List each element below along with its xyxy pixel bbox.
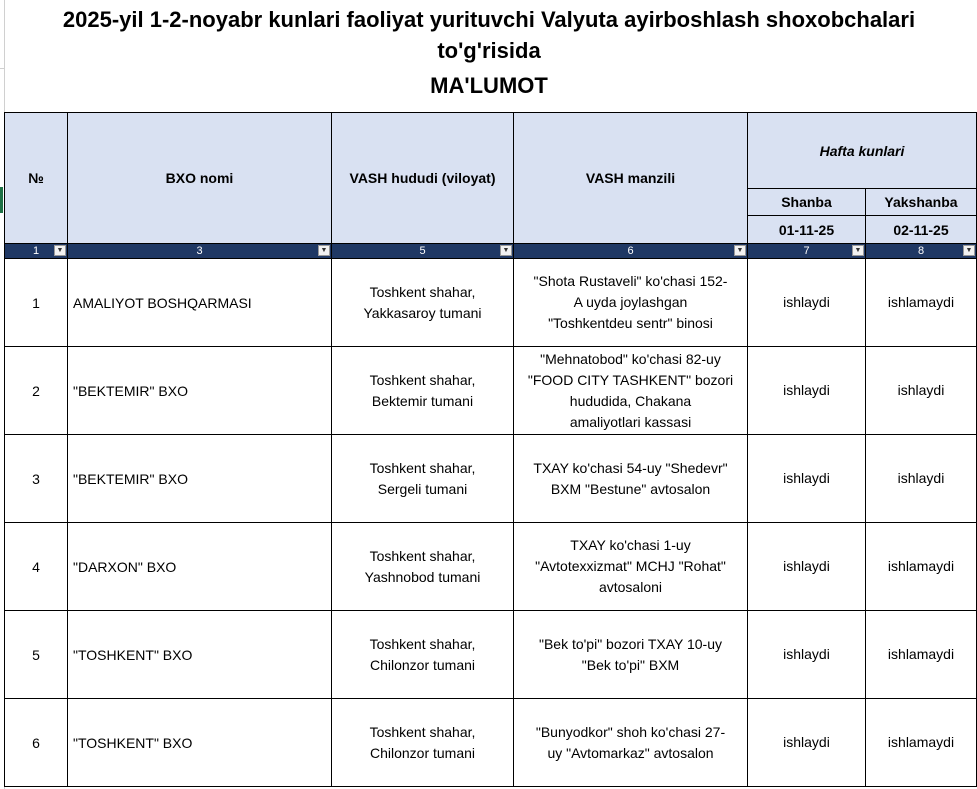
region-line: Toshkent shahar, xyxy=(369,547,476,564)
column-number: 3 xyxy=(196,245,203,257)
status-sunday: ishlaydi xyxy=(866,435,977,523)
region-line: Toshkent shahar, xyxy=(369,283,476,300)
table-row xyxy=(5,699,977,787)
bxo-name: "DARXON" BXO xyxy=(68,523,332,611)
address-line: "Bek to'pi" BXM xyxy=(581,656,680,673)
address-line: BXM "Bestune" avtosalon xyxy=(550,480,711,497)
region xyxy=(332,435,514,523)
region-line: Yashnobod tumani xyxy=(364,568,481,585)
status-sunday: ishlaydi xyxy=(866,347,977,435)
row-number: 4 xyxy=(5,523,68,611)
address-line: avtosaloni xyxy=(598,579,663,595)
column-number: 6 xyxy=(627,245,634,257)
bxo-name: "TOSHKENT" BXO xyxy=(68,699,332,787)
address xyxy=(514,523,748,611)
status-saturday: ishlaydi xyxy=(748,435,866,523)
header-saturday: Shanba xyxy=(748,189,866,216)
table-row xyxy=(5,611,977,699)
row-number: 3 xyxy=(5,435,68,523)
column-number-cell xyxy=(5,244,68,259)
region-line: Sergeli tumani xyxy=(377,480,468,497)
row-number: 5 xyxy=(5,611,68,699)
header-bxo-name: BXO nomi xyxy=(68,113,332,244)
address-line: uy "Avtomarkaz" avtosalon xyxy=(547,744,714,761)
status-sunday: ishlamaydi xyxy=(866,259,977,347)
document-heading: MA'LUMOT xyxy=(430,73,548,98)
filter-dropdown-icon[interactable]: ▼ xyxy=(318,245,330,256)
selection-indicator xyxy=(0,187,3,213)
column-number-cell xyxy=(332,244,514,259)
address-line: TXAY ko'chasi 1-uy xyxy=(570,537,691,553)
table-row xyxy=(5,435,977,523)
region-line: Toshkent shahar, xyxy=(369,371,476,388)
row-number: 2 xyxy=(5,347,68,435)
bxo-name: "BEKTEMIR" BXO xyxy=(68,347,332,435)
address-line: hududida, Chakana xyxy=(569,392,692,409)
document-title xyxy=(4,4,974,66)
header-region: VASH hududi (viloyat) xyxy=(332,113,514,244)
row-number: 6 xyxy=(5,699,68,787)
address-line: "Mehnatobod" ko'chasi 82-uy xyxy=(540,350,721,367)
address xyxy=(514,347,748,435)
title-line-1: 2025-yil 1-2-noyabr kunlari faoliyat yurituvchi Valyuta ayirboshlash shoxobchalari xyxy=(62,7,916,32)
address-line: A uyda joylashgan xyxy=(573,294,688,310)
address-line: "Toshkentdeu sentr" binosi xyxy=(548,315,713,331)
address-line: "Bunyodkor" shoh ko'chasi 27- xyxy=(535,723,726,740)
region xyxy=(332,523,514,611)
filter-dropdown-icon[interactable]: ▼ xyxy=(852,245,864,256)
column-number: 7 xyxy=(803,245,810,257)
table-row xyxy=(5,523,977,611)
status-saturday: ishlaydi xyxy=(748,259,866,347)
row-number: 1 xyxy=(5,259,68,347)
region-line: Toshkent shahar, xyxy=(369,635,476,652)
filter-dropdown-icon[interactable]: ▼ xyxy=(500,245,512,256)
document-title-block xyxy=(4,0,974,112)
column-number: 1 xyxy=(32,245,40,257)
address xyxy=(514,611,748,699)
region-line: Yakkasaroy tumani xyxy=(363,304,482,321)
header-date-sunday: 02-11-25 xyxy=(866,216,977,244)
status-saturday: ishlaydi xyxy=(748,523,866,611)
address xyxy=(514,699,748,787)
region xyxy=(332,699,514,787)
header-date-saturday: 01-11-25 xyxy=(748,216,866,244)
address-line: amaliyotlari kassasi xyxy=(569,413,692,430)
address-line: "Bek to'pi" bozori TXAY 10-uy xyxy=(538,635,723,652)
column-number-cell xyxy=(514,244,748,259)
title-line-2: to'g'risida xyxy=(437,38,541,63)
exchange-points-table xyxy=(4,112,977,787)
table-row xyxy=(5,259,977,347)
region-line: Toshkent shahar, xyxy=(369,459,476,476)
status-saturday: ishlaydi xyxy=(748,699,866,787)
address-line: "FOOD CITY TASHKENT" bozori xyxy=(527,371,734,388)
region-line: Toshkent shahar, xyxy=(369,723,476,740)
region-line: Chilonzor tumani xyxy=(369,744,476,761)
header-weekdays: Hafta kunlari xyxy=(748,113,977,189)
header-sunday: Yakshanba xyxy=(866,189,977,216)
filter-dropdown-icon[interactable]: ▼ xyxy=(734,245,746,256)
column-number-cell xyxy=(68,244,332,259)
region xyxy=(332,611,514,699)
address-line: TXAY ko'chasi 54-uy "Shedevr" xyxy=(533,459,728,476)
status-sunday: ishlamaydi xyxy=(866,523,977,611)
column-number-cell xyxy=(748,244,866,259)
column-number: 5 xyxy=(419,245,426,257)
address-line: "Avtotexxizmat" MCHJ "Rohat" xyxy=(535,558,726,574)
header-number: № xyxy=(5,113,68,244)
column-number-cell xyxy=(866,244,977,259)
status-sunday: ishlamaydi xyxy=(866,611,977,699)
region xyxy=(332,259,514,347)
address-line: "Shota Rustaveli" ko'chasi 152- xyxy=(533,273,728,289)
bxo-name: "TOSHKENT" BXO xyxy=(68,611,332,699)
column-number-row xyxy=(5,244,977,259)
region-line: Bektemir tumani xyxy=(371,392,474,409)
address xyxy=(514,259,748,347)
filter-dropdown-icon[interactable]: ▼ xyxy=(54,245,66,256)
address xyxy=(514,435,748,523)
bxo-name: AMALIYOT BOSHQARMASI xyxy=(68,259,332,347)
status-saturday: ishlaydi xyxy=(748,347,866,435)
column-number: 8 xyxy=(917,245,925,257)
header-address: VASH manzili xyxy=(514,113,748,244)
status-sunday: ishlamaydi xyxy=(866,699,977,787)
status-saturday: ishlaydi xyxy=(748,611,866,699)
filter-dropdown-icon[interactable]: ▼ xyxy=(963,245,975,256)
table-body xyxy=(5,259,977,787)
table-row xyxy=(5,347,977,435)
region-line: Chilonzor tumani xyxy=(369,656,476,673)
bxo-name: "BEKTEMIR" BXO xyxy=(68,435,332,523)
region xyxy=(332,347,514,435)
